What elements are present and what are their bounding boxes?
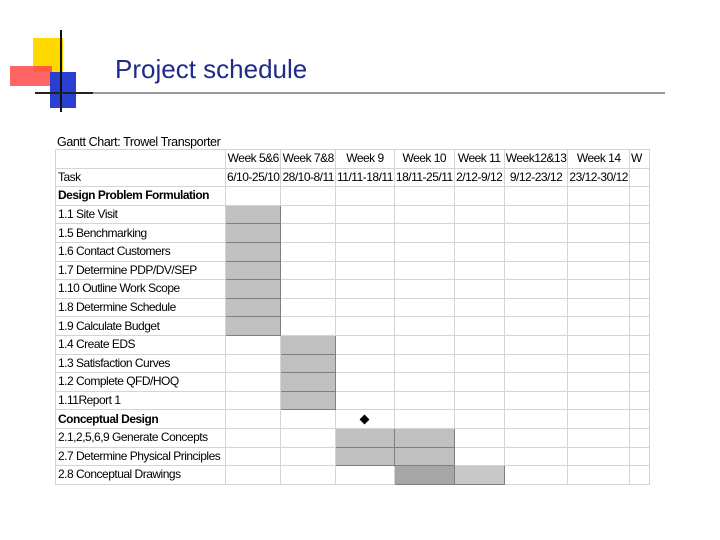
schedule-cell — [454, 391, 504, 410]
schedule-bar — [394, 447, 454, 466]
schedule-cell — [226, 410, 281, 429]
schedule-cell — [281, 205, 336, 224]
header-date-cell: 23/12-30/12 — [568, 168, 630, 187]
schedule-cell — [568, 187, 630, 206]
schedule-cell — [454, 335, 504, 354]
schedule-cell — [226, 391, 281, 410]
schedule-cell — [454, 428, 504, 447]
header-week-cell: W — [629, 150, 649, 169]
schedule-cell — [281, 466, 336, 485]
schedule-cell — [504, 447, 568, 466]
schedule-cell — [454, 373, 504, 392]
task-label: 1.7 Determine PDP/DV/SEP — [56, 261, 226, 280]
header-week-cell: Week 7&8 — [281, 150, 336, 169]
logo-vertical-line — [60, 30, 62, 112]
schedule-cell — [394, 187, 454, 206]
schedule-bar — [281, 373, 336, 392]
schedule-cell — [336, 354, 395, 373]
schedule-cell — [281, 410, 336, 429]
schedule-bar — [281, 354, 336, 373]
task-label: 1.6 Contact Customers — [56, 242, 226, 261]
schedule-cell — [454, 317, 504, 336]
schedule-cell — [629, 373, 649, 392]
schedule-cell — [336, 373, 395, 392]
schedule-bar — [226, 205, 281, 224]
table-row — [56, 354, 650, 373]
schedule-cell — [336, 298, 395, 317]
table-row — [56, 466, 650, 485]
milestone-diamond-icon — [360, 414, 370, 424]
schedule-cell — [281, 298, 336, 317]
logo-red-square — [10, 66, 52, 86]
task-label: 1.11Report 1 — [56, 391, 226, 410]
schedule-cell — [629, 391, 649, 410]
schedule-bar — [281, 391, 336, 410]
schedule-cell — [504, 391, 568, 410]
schedule-cell — [454, 280, 504, 299]
schedule-cell — [394, 373, 454, 392]
schedule-cell — [454, 224, 504, 243]
header-week-cell: Week 14 — [568, 150, 630, 169]
table-row — [56, 410, 650, 429]
schedule-cell — [504, 242, 568, 261]
header-weeks-row — [56, 150, 650, 169]
schedule-cell — [336, 317, 395, 336]
header-date-cell: 11/11-18/11 — [336, 168, 395, 187]
schedule-bar — [226, 317, 281, 336]
schedule-cell — [226, 354, 281, 373]
schedule-cell — [629, 224, 649, 243]
table-row — [56, 205, 650, 224]
schedule-cell — [568, 410, 630, 429]
table-row — [56, 391, 650, 410]
schedule-bar — [226, 280, 281, 299]
gantt-chart — [55, 131, 650, 487]
schedule-cell — [336, 261, 395, 280]
schedule-cell — [394, 317, 454, 336]
task-label: 1.4 Create EDS — [56, 335, 226, 354]
task-label: 1.8 Determine Schedule — [56, 298, 226, 317]
header-week-cell: Week12&13 — [504, 150, 568, 169]
schedule-cell — [504, 187, 568, 206]
table-row — [56, 280, 650, 299]
schedule-cell — [629, 317, 649, 336]
schedule-cell — [629, 298, 649, 317]
table-row — [56, 242, 650, 261]
table-row — [56, 335, 650, 354]
header-date-cell: 2/12-9/12 — [454, 168, 504, 187]
schedule-cell — [568, 261, 630, 280]
schedule-bar — [336, 428, 395, 447]
schedule-cell — [336, 280, 395, 299]
schedule-cell — [568, 373, 630, 392]
schedule-cell — [394, 280, 454, 299]
table-row — [56, 261, 650, 280]
schedule-cell — [454, 242, 504, 261]
schedule-cell — [629, 261, 649, 280]
schedule-cell — [336, 205, 395, 224]
schedule-cell — [504, 466, 568, 485]
schedule-cell — [504, 261, 568, 280]
schedule-cell — [568, 205, 630, 224]
schedule-cell — [629, 410, 649, 429]
schedule-bar — [226, 242, 281, 261]
table-row — [56, 224, 650, 243]
schedule-cell — [568, 466, 630, 485]
schedule-cell — [281, 428, 336, 447]
task-label: 1.2 Complete QFD/HOQ — [56, 373, 226, 392]
schedule-cell — [394, 298, 454, 317]
schedule-cell — [336, 466, 395, 485]
schedule-cell — [629, 280, 649, 299]
schedule-cell — [336, 224, 395, 243]
schedule-cell — [394, 242, 454, 261]
schedule-bar — [394, 466, 454, 485]
schedule-cell — [504, 205, 568, 224]
schedule-cell — [568, 317, 630, 336]
schedule-cell — [504, 373, 568, 392]
header-week-cell: Week 5&6 — [226, 150, 281, 169]
schedule-cell — [281, 187, 336, 206]
schedule-cell — [629, 242, 649, 261]
schedule-cell — [504, 280, 568, 299]
schedule-cell — [568, 224, 630, 243]
task-label: Design Problem Formulation — [56, 187, 226, 206]
schedule-bar — [226, 224, 281, 243]
milestone-cell — [336, 410, 395, 429]
gantt-title: Gantt Chart: Trowel Transporter — [57, 135, 221, 149]
schedule-bar — [394, 428, 454, 447]
schedule-cell — [281, 317, 336, 336]
schedule-cell — [629, 466, 649, 485]
schedule-cell — [281, 242, 336, 261]
header-date-cell: 6/10-25/10 — [226, 168, 281, 187]
header-week-cell: Week 9 — [336, 150, 395, 169]
schedule-cell — [281, 447, 336, 466]
schedule-cell — [504, 335, 568, 354]
schedule-bar — [226, 298, 281, 317]
logo-blue-square — [50, 72, 76, 108]
schedule-cell — [454, 205, 504, 224]
task-label: 1.1 Site Visit — [56, 205, 226, 224]
table-row — [56, 298, 650, 317]
title-underline — [35, 92, 665, 94]
schedule-cell — [454, 298, 504, 317]
schedule-cell — [336, 391, 395, 410]
table-row — [56, 373, 650, 392]
header-date-cell: 18/11-25/11 — [394, 168, 454, 187]
schedule-cell — [454, 187, 504, 206]
schedule-cell — [568, 354, 630, 373]
schedule-cell — [281, 261, 336, 280]
schedule-cell — [568, 428, 630, 447]
schedule-bar — [454, 466, 504, 485]
schedule-cell — [504, 428, 568, 447]
header-date-cell — [629, 168, 649, 187]
schedule-cell — [568, 280, 630, 299]
schedule-cell — [504, 298, 568, 317]
table-row — [56, 317, 650, 336]
schedule-cell — [394, 224, 454, 243]
table-row — [56, 447, 650, 466]
header-date-cell: 9/12-23/12 — [504, 168, 568, 187]
schedule-cell — [568, 242, 630, 261]
schedule-cell — [394, 335, 454, 354]
schedule-cell — [504, 354, 568, 373]
header-week-cell: Week 10 — [394, 150, 454, 169]
schedule-cell — [568, 298, 630, 317]
schedule-cell — [336, 187, 395, 206]
schedule-cell — [454, 410, 504, 429]
schedule-bar — [336, 447, 395, 466]
table-row — [56, 428, 650, 447]
schedule-cell — [226, 335, 281, 354]
header-blank-cell — [56, 150, 226, 169]
task-label: 2.1,2,5,6,9 Generate Concepts — [56, 428, 226, 447]
schedule-cell — [281, 280, 336, 299]
table-row — [56, 187, 650, 206]
header-date-cell: 28/10-8/11 — [281, 168, 336, 187]
schedule-cell — [629, 447, 649, 466]
task-label: 2.7 Determine Physical Principles — [56, 447, 226, 466]
schedule-cell — [629, 335, 649, 354]
schedule-cell — [226, 466, 281, 485]
slide-logo-decoration — [0, 0, 110, 115]
gantt-table — [55, 149, 650, 485]
schedule-cell — [454, 261, 504, 280]
schedule-bar — [226, 261, 281, 280]
schedule-cell — [336, 335, 395, 354]
schedule-cell — [629, 354, 649, 373]
schedule-cell — [394, 354, 454, 373]
schedule-cell — [568, 447, 630, 466]
schedule-cell — [504, 410, 568, 429]
schedule-cell — [454, 447, 504, 466]
schedule-cell — [394, 410, 454, 429]
schedule-cell — [336, 242, 395, 261]
schedule-cell — [629, 205, 649, 224]
schedule-cell — [394, 261, 454, 280]
schedule-cell — [394, 391, 454, 410]
schedule-cell — [504, 317, 568, 336]
task-label: 1.9 Calculate Budget — [56, 317, 226, 336]
task-label: 1.10 Outline Work Scope — [56, 280, 226, 299]
task-label: 2.8 Conceptual Drawings — [56, 466, 226, 485]
schedule-cell — [568, 335, 630, 354]
schedule-cell — [568, 391, 630, 410]
schedule-cell — [454, 354, 504, 373]
schedule-cell — [226, 187, 281, 206]
schedule-cell — [629, 187, 649, 206]
slide-title: Project schedule — [115, 54, 308, 84]
title-underline-accent — [35, 92, 93, 94]
schedule-cell — [226, 447, 281, 466]
schedule-bar — [281, 335, 336, 354]
task-label: 1.5 Benchmarking — [56, 224, 226, 243]
schedule-cell — [226, 373, 281, 392]
schedule-cell — [281, 224, 336, 243]
task-label: 1.3 Satisfaction Curves — [56, 354, 226, 373]
header-week-cell: Week 11 — [454, 150, 504, 169]
schedule-cell — [226, 428, 281, 447]
task-label: Conceptual Design — [56, 410, 226, 429]
schedule-cell — [629, 428, 649, 447]
schedule-cell — [394, 205, 454, 224]
header-task-cell: Task — [56, 168, 226, 187]
schedule-cell — [504, 224, 568, 243]
header-dates-row — [56, 168, 650, 187]
